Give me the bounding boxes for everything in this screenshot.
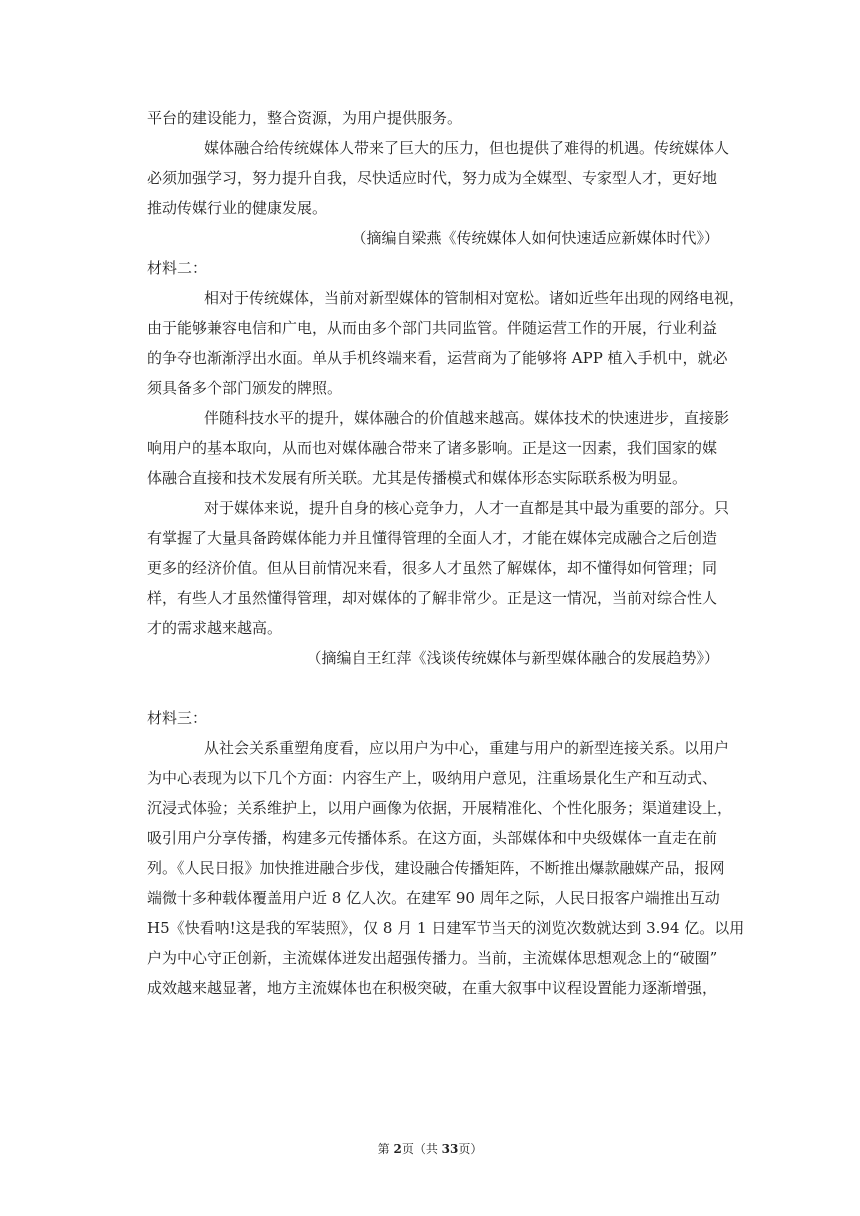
text-line: 更多的经济价值。但从目前情况来看，很多人才虽然了解媒体，却不懂得如何管理；同 [147,559,718,577]
text-line: 沉浸式体验；关系维护上，以用户画像为依据，开展精准化、个性化服务；渠道建设上， [147,799,733,817]
text-line: 列。《人民日报》加快推进融合步伐，建设融合传播矩阵，不断推出爆款融媒产品，报网 [147,859,725,877]
source-citation: （摘编自王红萍《浅谈传统媒体与新型媒体融合的发展趋势》） [306,649,719,667]
text-line: 端微十多种载体覆盖用户近 8 亿人次。在建军 90 周年之际，人民日报客户端推出互动 [147,889,720,907]
text-line: 媒体融合给传统媒体人带来了巨大的压力，但也提供了难得的机遇。传统媒体人 [204,139,730,157]
text-line: 有掌握了大量具备跨媒体能力并且懂得管理的全面人才，才能在媒体完成融合之后创造 [147,529,718,547]
footer-prefix: 第 [377,1142,394,1156]
text-line: 须具备多个部门颁发的牌照。 [147,379,343,397]
footer-middle: 页（共 [401,1142,442,1156]
text-line: 才的需求越来越高。 [147,619,283,637]
text-line: 样，有些人才虽然懂得管理，却对媒体的了解非常少。正是这一情况，当前对综合性人 [147,589,718,607]
text-line: 户为中心守正创新，主流媒体迸发出超强传播力。当前，主流媒体思想观念上的“破圈” [147,949,718,967]
page-footer [0,1140,860,1157]
text-line: 推动传媒行业的健康发展。 [147,199,328,217]
text-line: 材料三： [147,709,208,727]
text-line: 伴随科技水平的提升，媒体融合的价值越来越高。媒体技术的快速进步，直接影 [204,409,730,427]
text-line: 相对于传统媒体，当前对新型媒体的管制相对宽松。诸如近些年出现的网络电视， [204,289,745,307]
source-citation: （摘编自梁燕《传统媒体人如何快速适应新媒体时代》） [351,229,719,247]
text-line: 吸引用户分享传播，构建多元传播体系。在这方面，头部媒体和中央级媒体一直走在前 [147,829,718,847]
text-line: 从社会关系重塑角度看，应以用户为中心，重建与用户的新型连接关系。以用户 [204,739,730,757]
text-line: H5《快看呐!这是我的军装照》，仅 8 月 1 日建军节当天的浏览次数就达到 3.94 亿。以用 [147,919,745,937]
blank-line [147,678,727,708]
text-line: 平台的建设能力，整合资源，为用户提供服务。 [147,109,463,127]
footer-suffix: 页） [458,1142,483,1156]
text-line: 响用户的基本取向，从而也对媒体融合带来了诸多影响。正是这一因素，我们国家的媒 [147,439,718,457]
text-line: 材料二： [147,259,208,277]
text-line: 必须加强学习，努力提升自我，尽快适应时代，努力成为全媒型、专家型人才，更好地 [147,169,718,187]
text-line: 对于媒体来说，提升自身的核心竞争力，人才一直都是其中最为重要的部分。只 [204,499,730,517]
text-line: 的争夺也渐渐浮出水面。单从手机终端来看，运营商为了能够将 APP 植入手机中，就必 [147,349,728,367]
text-line: 体融合直接和技术发展有所关联。尤其是传播模式和媒体形态实际联系极为明显。 [147,469,688,487]
text-line: 为中心表现为以下几个方面：内容生产上，吸纳用户意见，注重场景化生产和互动式、 [147,769,718,787]
text-line: 成效越来越显著，地方主流媒体也在积极突破，在重大叙事中议程设置能力逐渐增强， [147,979,718,997]
document-body [147,108,745,1008]
footer-page-number: 2 [393,1142,402,1156]
footer-total-pages: 33 [441,1142,459,1156]
text-line: 由于能够兼容电信和广电，从而由多个部门共同监管。伴随运营工作的开展，行业利益 [147,319,718,337]
